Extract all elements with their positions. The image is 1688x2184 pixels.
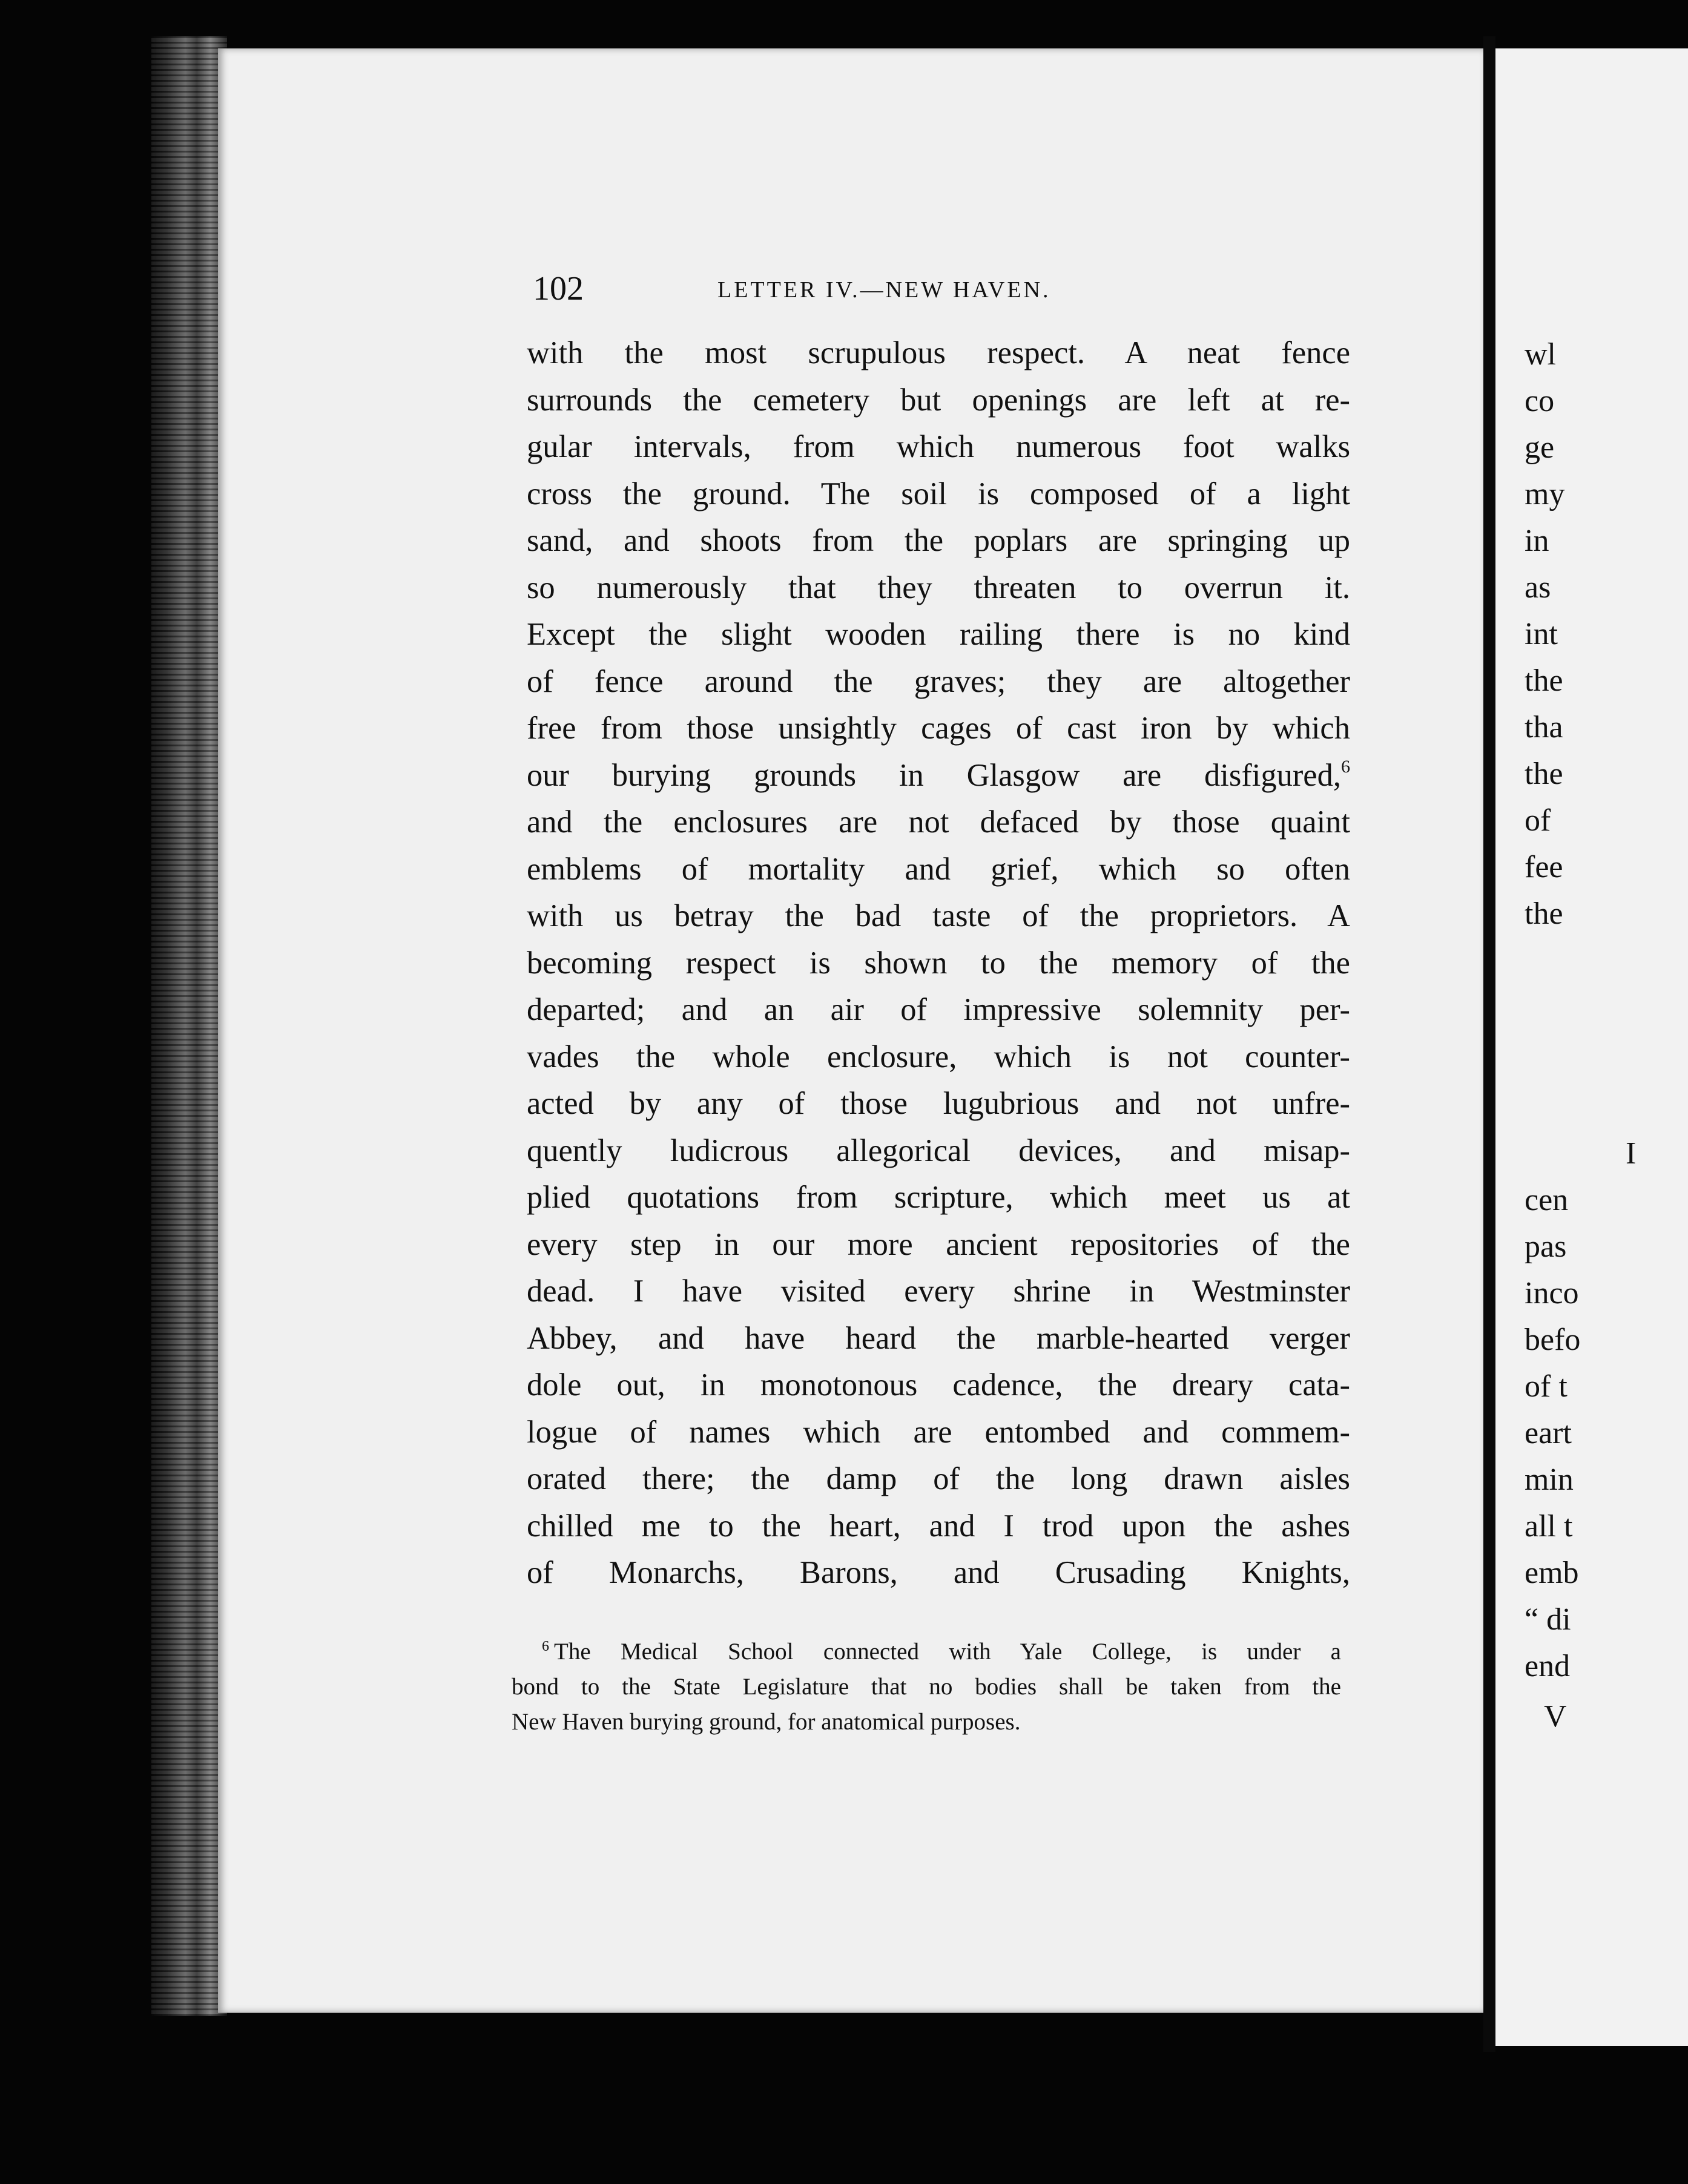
- right-page-fragment: “ di: [1525, 1602, 1571, 1637]
- text-line: vades the whole enclosure, which is not counter-: [527, 1039, 1350, 1074]
- right-page-fragment: the: [1525, 663, 1563, 698]
- text-line: with us betray the bad taste of the proprietors. A: [527, 898, 1350, 933]
- right-page-fragment: min: [1525, 1462, 1574, 1497]
- right-page-fragment: of: [1525, 803, 1551, 838]
- book-page-edges: [151, 36, 227, 2016]
- footnote-line: [512, 1634, 1341, 1669]
- text-line-with-footnote-ref: [527, 752, 1350, 800]
- right-page-fragment: co: [1525, 384, 1555, 418]
- right-page-fragment: the: [1525, 896, 1563, 931]
- text-line: every step in our more ancient repositories of the: [527, 1226, 1350, 1262]
- text-line: sand, and shoots from the poplars are springing up: [527, 523, 1350, 558]
- right-page-fragment: pas: [1525, 1229, 1567, 1264]
- right-page-fragment: tha: [1525, 710, 1563, 745]
- text-line: Except the slight wooden railing there is no kind: [527, 617, 1350, 652]
- book-gutter: [1483, 36, 1495, 2052]
- footnote-text: The Medical School connected with Yale College, is under a: [554, 1639, 1341, 1665]
- page-header: [533, 269, 1138, 312]
- right-page-fragment: all t: [1525, 1509, 1573, 1544]
- right-page-fragment: end: [1525, 1649, 1571, 1683]
- page-number: 102: [533, 270, 584, 308]
- text-line: free from those unsightly cages of cast iron by which: [527, 711, 1350, 746]
- body-text: [527, 330, 1350, 1597]
- footnote-marker: 6: [542, 1639, 549, 1654]
- text-line: quently ludicrous allegorical devices, and misap-: [527, 1133, 1350, 1168]
- right-page-fragment: of t: [1525, 1369, 1568, 1404]
- text-line: departed; and an air of impressive solemnity per-: [527, 992, 1350, 1027]
- right-page-fragment: int: [1525, 617, 1558, 651]
- right-page-fragment: fee: [1525, 850, 1563, 884]
- right-page-fragment: as: [1525, 570, 1551, 605]
- right-page-fragment: V: [1544, 1699, 1567, 1734]
- text-line: with the most scrupulous respect. A neat fence: [527, 335, 1350, 370]
- text-line: our burying grounds in Glasgow are disfigured,: [527, 757, 1341, 793]
- text-line: so numerously that they threaten to overrun it.: [527, 570, 1350, 605]
- footnote: [512, 1634, 1341, 1740]
- right-page-fragment: the: [1525, 757, 1563, 791]
- text-line: surrounds the cemetery but openings are left at re-: [527, 382, 1350, 418]
- footnote-line: New Haven burying ground, for anatomical purposes.: [512, 1709, 1021, 1735]
- right-page-fragment: emb: [1525, 1556, 1579, 1590]
- text-line: plied quotations from scripture, which meet us at: [527, 1180, 1350, 1215]
- text-line: and the enclosures are not defaced by those quaint: [527, 804, 1350, 840]
- right-page-fragment: inco: [1525, 1276, 1579, 1311]
- right-page-fragment: cen: [1525, 1183, 1569, 1217]
- right-page-fragment: in: [1525, 524, 1549, 558]
- text-line: Abbey, and have heard the marble-hearted verger: [527, 1320, 1350, 1356]
- footnote-reference: 6: [1341, 756, 1350, 777]
- right-page-fragment: I: [1626, 1136, 1637, 1171]
- text-line: dole out, in monotonous cadence, the dreary cata-: [527, 1367, 1350, 1403]
- text-line: acted by any of those lugubrious and not unfre-: [527, 1086, 1350, 1121]
- text-line: chilled me to the heart, and I trod upon the ashes: [527, 1508, 1350, 1544]
- footnote-line: bond to the State Legislature that no bodies shall be taken from the: [512, 1674, 1341, 1700]
- text-line: dead. I have visited every shrine in Westminster: [527, 1274, 1350, 1309]
- right-page-fragment: wl: [1525, 337, 1556, 372]
- running-head: LETTER IV.—NEW HAVEN.: [717, 277, 1051, 303]
- text-line: of Monarchs, Barons, and Crusading Knights,: [527, 1555, 1350, 1590]
- text-line: emblems of mortality and grief, which so often: [527, 851, 1350, 887]
- text-line: orated there; the damp of the long drawn aisles: [527, 1461, 1350, 1496]
- text-line: cross the ground. The soil is composed of a light: [527, 476, 1350, 511]
- right-page: [1495, 48, 1688, 2046]
- text-line: becoming respect is shown to the memory of the: [527, 945, 1350, 981]
- right-page-fragment: eart: [1525, 1416, 1572, 1450]
- right-page-fragment: befo: [1525, 1323, 1581, 1357]
- right-page-fragment: my: [1525, 477, 1565, 511]
- right-page-fragment: ge: [1525, 430, 1555, 465]
- text-line: gular intervals, from which numerous foot walks: [527, 429, 1350, 464]
- text-line: logue of names which are entombed and commem-: [527, 1414, 1350, 1450]
- text-line: of fence around the graves; they are altogether: [527, 663, 1350, 699]
